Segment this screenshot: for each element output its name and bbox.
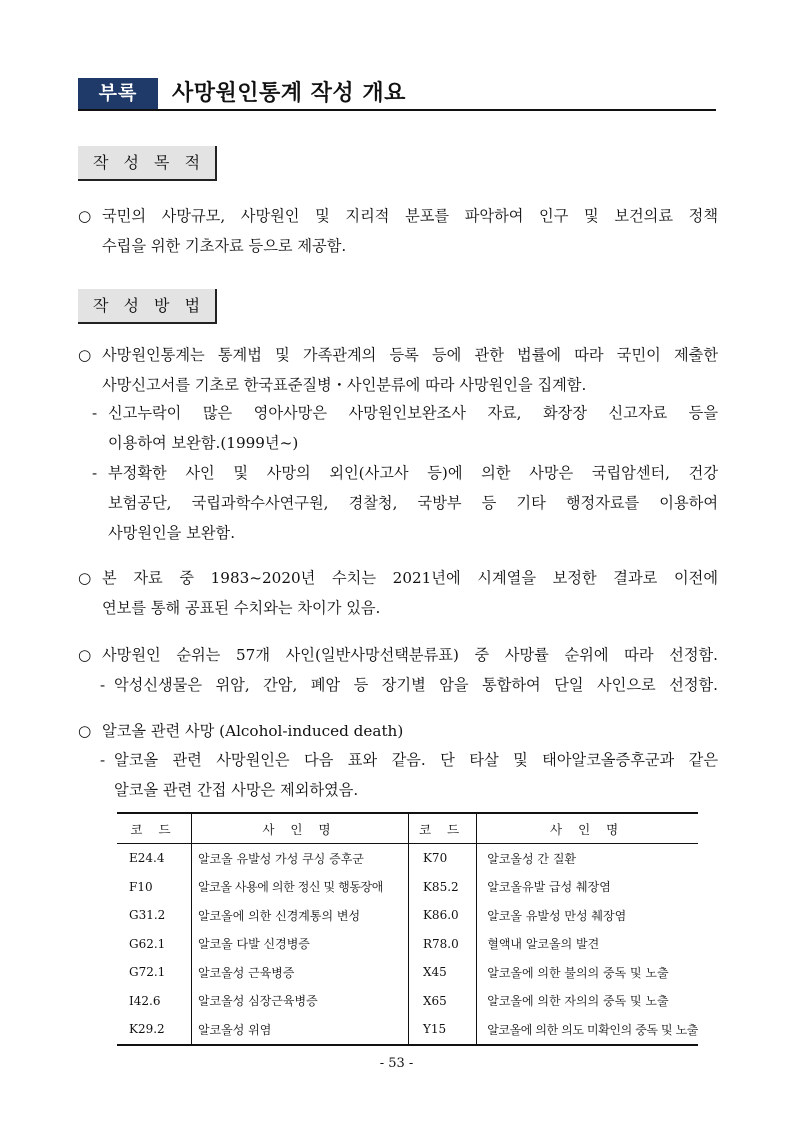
table-row [117,987,698,1016]
page-title: 사망원인통계 작성 개요 [172,81,406,106]
text-line: 이용하여 보완함.(1999년~) [108,434,299,452]
dash-marker: - [92,404,98,422]
section-heading-method: 작 성 방 법 [78,289,217,324]
code-cell: R78.0 [408,930,476,959]
text-line: 본 자료 중 1983~2020년 수치는 2021년에 시계열을 보정한 결과로 이전에 [102,569,718,587]
header-rule [78,109,716,111]
column-header: 사 인 명 [477,813,698,844]
cause-cell: 알코올 사용에 의한 정신 및 행동장애 [191,873,408,902]
code-cell: K86.0 [408,901,476,930]
cause-cell: 알코올에 의한 의도 미확인의 중독 및 노출 [477,1015,698,1045]
alcohol-code-table [117,812,698,1046]
table-row [117,844,698,873]
method-item-1-sub-2 [92,458,718,548]
method-item-2 [78,563,718,623]
cause-cell: 알코올에 의한 불의의 중독 및 노출 [477,958,698,987]
method-item-1 [78,340,718,400]
code-cell: K85.2 [408,873,476,902]
cause-cell: 알코올성 간 질환 [477,844,698,873]
cause-cell: 알코올에 의한 신경계통의 변성 [191,901,408,930]
code-cell: G72.1 [129,965,166,980]
bullet-circle: ○ [78,646,92,664]
table-row [117,1015,698,1045]
bullet-circle: ○ [78,569,92,587]
text-line: 국민의 사망규모, 사망원인 및 지리적 분포를 파악하여 인구 및 보건의료 정책 [102,207,718,225]
table-row [117,930,698,959]
dash-marker: - [100,676,106,694]
dash-marker: - [92,464,98,482]
table-row [117,958,698,987]
text-line: 알코올 관련 사망원인은 다음 표와 같음. 단 타살 및 태아알코올증후군과 같은 [114,751,718,769]
code-cell: I42.6 [129,993,161,1008]
code-cell: X65 [408,987,476,1016]
code-cell: F10 [129,879,153,894]
code-cell: K70 [408,844,476,873]
method-item-3 [78,640,718,670]
purpose-paragraph [78,201,718,261]
code-cell: E24.4 [129,851,165,866]
code-cell: G31.2 [129,908,166,923]
cause-cell: 알코올 유발성 만성 췌장염 [477,901,698,930]
text-line: 사망원인을 보완함. [108,524,236,542]
bullet-circle: ○ [78,722,92,740]
code-cell: K29.2 [117,1015,191,1045]
text-line: 사망신고서를 기초로 한국표준질병・사인분류에 따라 사망원인을 집계함. [102,376,587,394]
text-line: 악성신생물은 위암, 간암, 폐암 등 장기별 암을 통합하여 단일 사인으로 선정함. [114,676,718,694]
cause-cell: 혈액내 알코올의 발견 [477,930,698,959]
text-line: 신고누락이 많은 영아사망은 사망원인보완조사 자료, 화장장 신고자료 등을 [108,404,718,422]
page-number: - 53 - [379,1056,414,1071]
text-line: 연보를 통해 공표된 수치와는 차이가 있음. [102,599,381,617]
cause-cell: 알코올 유발성 가성 쿠싱 증후군 [191,844,408,873]
text-line: 보험공단, 국립과학수사연구원, 경찰청, 국방부 등 기타 행정자료를 이용하여 [108,494,718,512]
section-heading-purpose: 작 성 목 적 [78,146,217,181]
text-line: 수립을 위한 기초자료 등으로 제공함. [102,237,347,255]
bullet-circle: ○ [78,207,92,225]
page-header [78,78,716,111]
text-line: 사망원인통계는 통계법 및 가족관계의 등록 등에 관한 법률에 따라 국민이 제출한 [102,346,718,364]
appendix-tag: 부록 [78,78,158,109]
text-line: 알코올 관련 사망 (Alcohol-induced death) [102,722,404,740]
cause-cell: 알코올유발 급성 췌장염 [477,873,698,902]
cause-cell: 알코올성 근육병증 [191,958,408,987]
dash-marker: - [100,751,106,769]
code-cell: G62.1 [129,936,166,951]
cause-cell: 알코올성 심장근육병증 [191,987,408,1016]
bullet-circle: ○ [78,346,92,364]
text-line: 알코올 관련 간접 사망은 제외하였음. [114,781,359,799]
method-item-4 [78,716,718,746]
code-cell: Y15 [408,1015,476,1045]
text-line: 사망원인 순위는 57개 사인(일반사망선택분류표) 중 사망률 순위에 따라 선정함. [102,646,718,664]
table-header-row [117,813,698,844]
code-cell: X45 [408,958,476,987]
text-line: 부정확한 사인 및 사망의 외인(사고사 등)에 의한 사망은 국립암센터, 건강 [108,464,718,482]
method-item-1-sub-1 [92,398,718,458]
table-row [117,873,698,902]
cause-cell: 알코올 다발 신경병증 [191,930,408,959]
cause-cell: 알코올성 위염 [191,1015,408,1045]
method-item-3-sub-1 [100,670,718,700]
column-header: 코 드 [117,813,191,844]
column-header: 코 드 [408,813,476,844]
method-item-4-sub-1 [100,745,718,805]
column-header: 사 인 명 [191,813,408,844]
table-row [117,901,698,930]
cause-cell: 알코올에 의한 자의의 중독 및 노출 [477,987,698,1016]
